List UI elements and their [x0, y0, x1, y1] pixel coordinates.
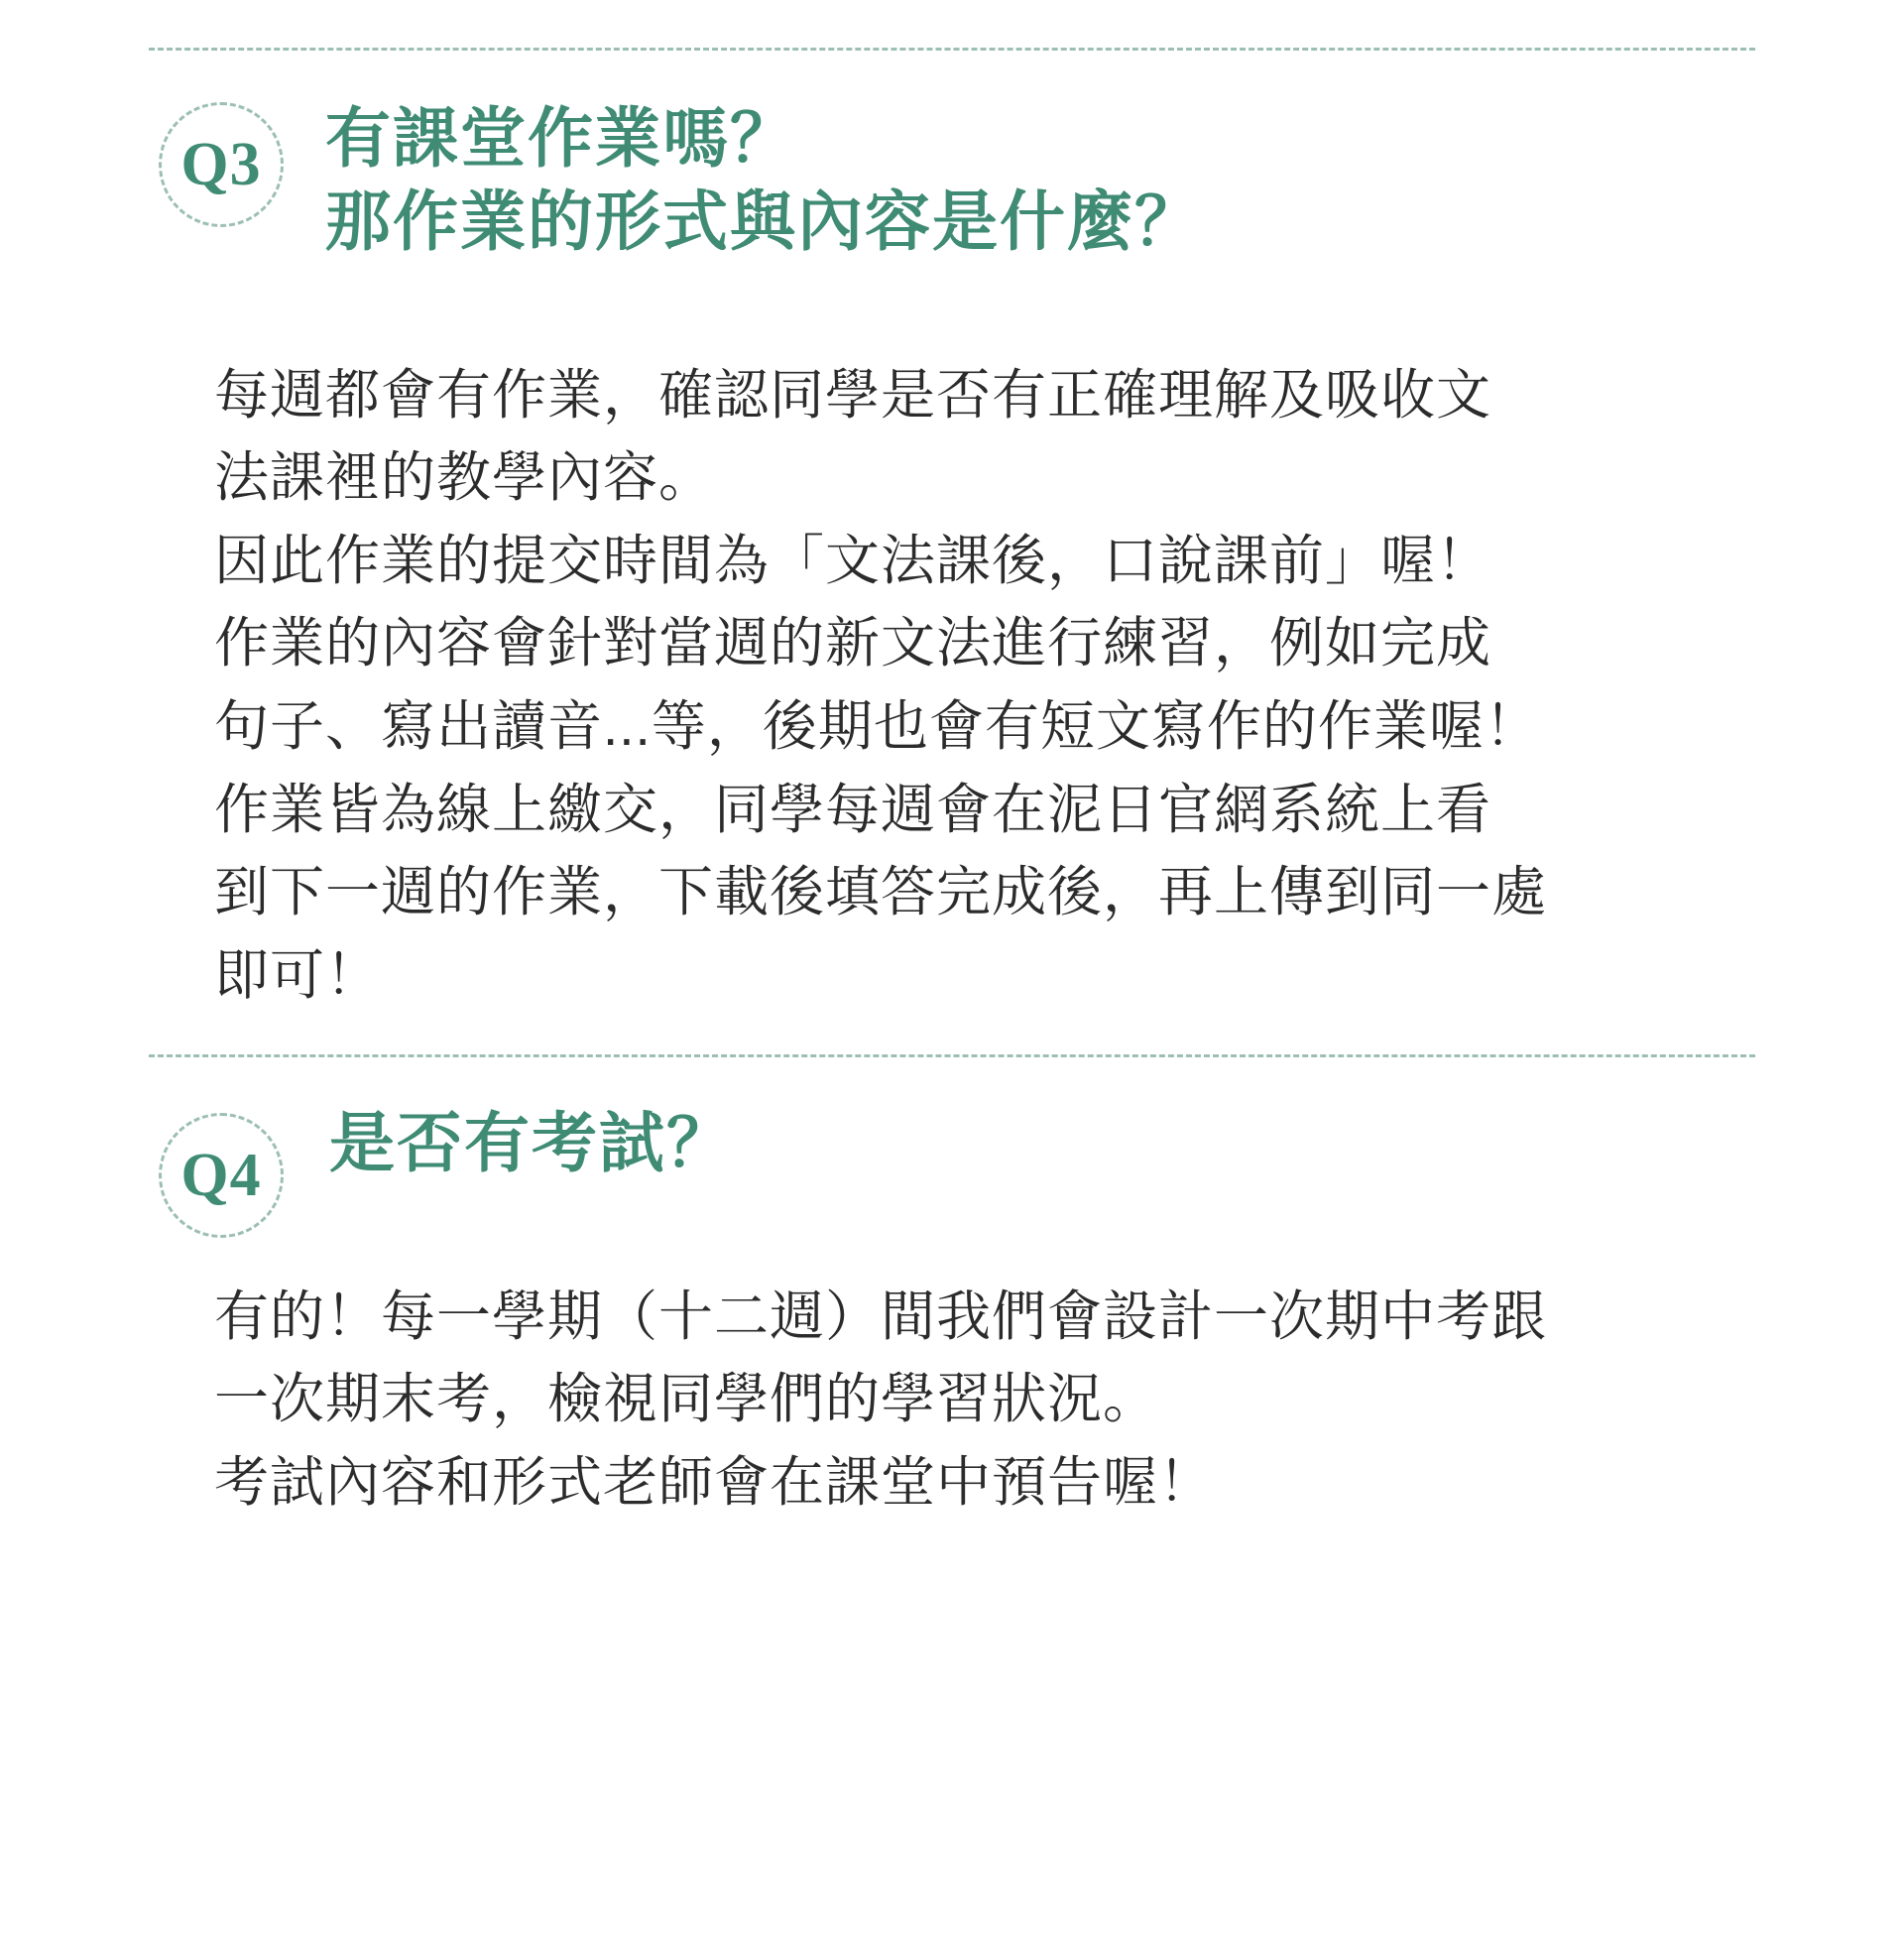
- faq-q3-badge-label: Q3: [180, 131, 262, 198]
- faq-q4-badge-label: Q4: [180, 1142, 262, 1210]
- faq-q4-answer-line-2: 一次期末考，檢視同學們的學習狀況。: [214, 1368, 1159, 1430]
- faq-q3-answer-line-7: 到下一週的作業，下載後填答完成後，再上傳到同一處: [214, 861, 1548, 923]
- faq-q4-header: [149, 1103, 1755, 1241]
- faq-q4-badge: [159, 1113, 284, 1238]
- faq-q4-answer-text: [214, 1276, 1755, 1525]
- faq-q3-answer-text: [214, 354, 1755, 1018]
- page-bottom-spacer: [149, 1524, 1755, 1613]
- faq-q3-answer-line-6: 作業皆為線上繳交，同學每週會在泥日官網系統上看: [214, 778, 1492, 840]
- faq-q3-header: [149, 96, 1755, 320]
- faq-q3-answer-line-5: 句子、寫出讀音...等，後期也會有短文寫作的作業喔！: [214, 695, 1540, 758]
- faq-item-q3: [149, 51, 1755, 1017]
- faq-q3-answer-line-8: 即可！: [214, 943, 382, 1006]
- faq-q4-answer: [214, 1276, 1755, 1525]
- faq-q3-answer-line-1: 每週都會有作業，確認同學是否有正確理解及吸收文: [214, 363, 1492, 426]
- faq-q4-title: [329, 1103, 734, 1186]
- faq-q4-title-line-1: 是否有考試？: [329, 1108, 734, 1181]
- faq-page: [0, 48, 1904, 1957]
- faq-q3-title: [325, 98, 1202, 266]
- faq-q4-answer-line-3: 考試內容和形式老師會在課堂中預告喔！: [214, 1450, 1215, 1513]
- faq-q3-answer-line-2: 法課裡的教學內容。: [214, 446, 715, 509]
- faq-q3-answer-line-3: 因此作業的提交時間為「文法課後，口說課前」喔！: [214, 529, 1492, 591]
- faq-q3-answer-line-4: 作業的內容會針對當週的新文法進行練習，例如完成: [214, 612, 1492, 674]
- faq-q3-answer: [214, 354, 1755, 1018]
- faq-q3-badge: [159, 102, 284, 227]
- faq-item-q4: [149, 1057, 1755, 1613]
- faq-q3-title-line-2: 那作業的形式與內容是什麼？: [325, 186, 1202, 260]
- faq-q3-title-line-1: 有課堂作業嗎？: [325, 103, 797, 176]
- faq-q4-answer-line-1: 有的！每一學期（十二週）間我們會設計一次期中考跟: [214, 1284, 1548, 1347]
